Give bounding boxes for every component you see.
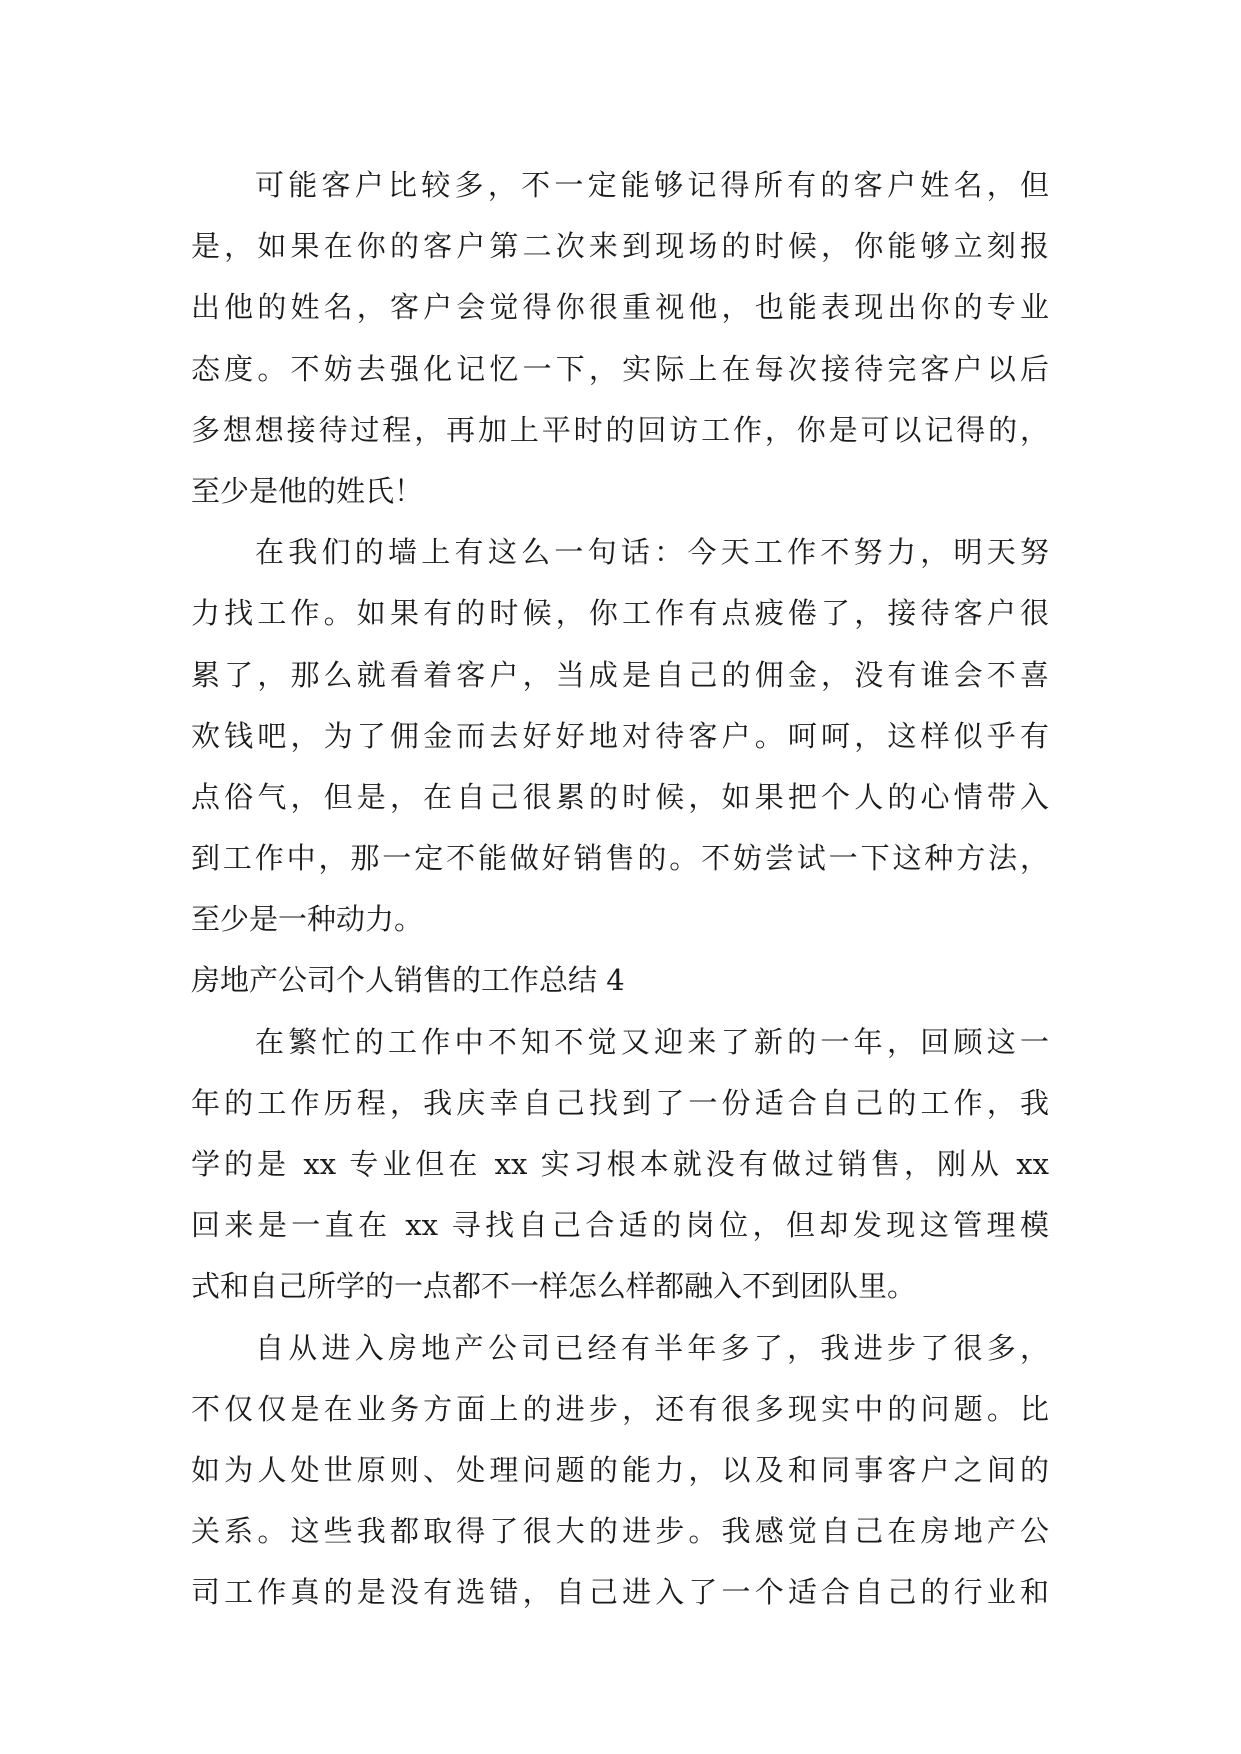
text-line: 如为人处世原则、处理问题的能力，以及和同事客户之间的 xyxy=(191,1452,1049,1487)
text-line: 到工作中，那一定不能做好销售的。不妨尝试一下这种方法， xyxy=(191,841,1049,876)
text-line: 累了，那么就看着客户，当成是自己的佣金，没有谁会不喜 xyxy=(191,657,1049,692)
section-heading: 房地产公司个人销售的工作总结 4 xyxy=(191,963,625,998)
document-body xyxy=(191,155,1049,1624)
text-line: 回来是一直在 xx 寻找自己合适的岗位，但却发现这管理模 xyxy=(191,1208,1049,1243)
text-line: 学的是 xx 专业但在 xx 实习根本就没有做过销售，刚从 xx xyxy=(191,1147,1049,1181)
paragraph xyxy=(191,522,1049,950)
text-line: 在繁忙的工作中不知不觉又迎来了新的一年，回顾这一 xyxy=(255,1024,1049,1059)
text-line: 可能客户比较多，不一定能够记得所有的客户姓名，但 xyxy=(255,168,1049,202)
text-line: 自从进入房地产公司已经有半年多了，我进步了很多， xyxy=(255,1330,1049,1365)
paragraph xyxy=(191,1012,1049,1318)
text-line: 年的工作历程，我庆幸自己找到了一份适合自己的工作，我 xyxy=(191,1085,1049,1120)
paragraph xyxy=(191,1318,1049,1624)
text-line: 至少是一种动力。 xyxy=(191,902,424,937)
text-line: 在我们的墙上有这么一句话：今天工作不努力，明天努 xyxy=(255,535,1049,570)
text-line: 欢钱吧，为了佣金而去好好地对待客户。呵呵，这样似乎有 xyxy=(191,718,1049,753)
text-line: 至少是他的姓氏！ xyxy=(191,473,424,508)
text-line: 多想想接待过程，再加上平时的回访工作，你是可以记得的， xyxy=(191,412,1049,447)
text-line: 式和自己所学的一点都不一样怎么样都融入不到团队里。 xyxy=(191,1269,917,1304)
paragraph xyxy=(191,155,1049,522)
text-line: 出他的姓名，客户会觉得你很重视他，也能表现出你的专业 xyxy=(191,290,1049,325)
text-line: 司工作真的是没有选错，自己进入了一个适合自己的行业和 xyxy=(191,1575,1049,1610)
text-line: 态度。不妨去强化记忆一下，实际上在每次接待完客户以后 xyxy=(191,351,1049,386)
text-line: 关系。这些我都取得了很大的进步。我感觉自己在房地产公 xyxy=(191,1514,1049,1549)
text-line: 点俗气，但是，在自己很累的时候，如果把个人的心情带入 xyxy=(191,779,1049,814)
text-line: 力找工作。如果有的时候，你工作有点疲倦了，接待客户很 xyxy=(191,596,1049,631)
text-line: 不仅仅是在业务方面上的进步，还有很多现实中的问题。比 xyxy=(191,1391,1049,1426)
text-line: 是，如果在你的客户第二次来到现场的时候，你能够立刻报 xyxy=(191,229,1049,264)
